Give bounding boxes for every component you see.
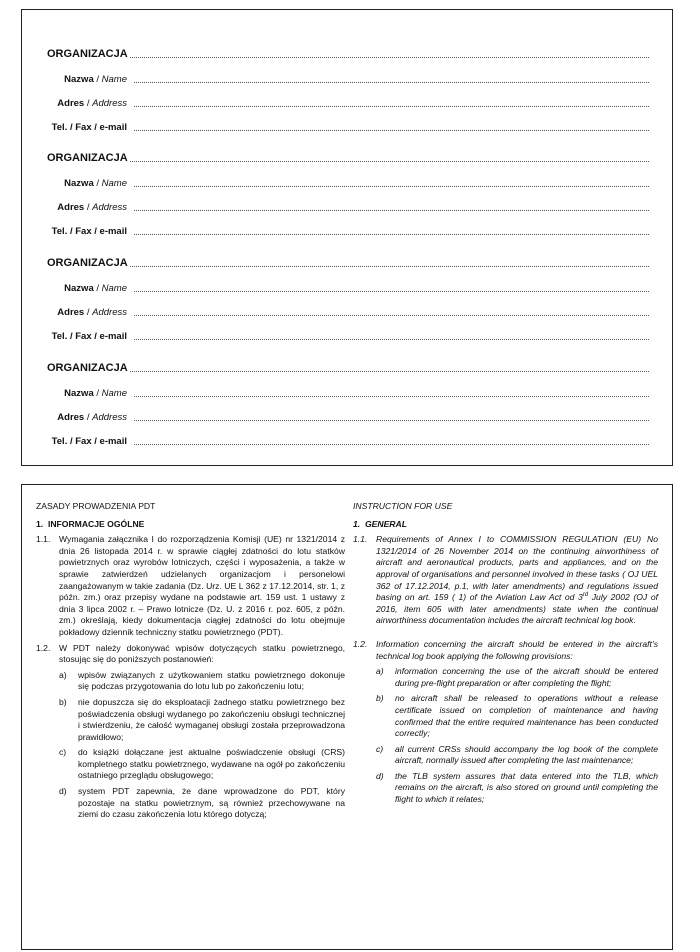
label-separator: / (84, 307, 93, 318)
address-field-fill-line[interactable] (134, 106, 649, 107)
organization-title-row (22, 147, 672, 165)
address-field-row (22, 92, 672, 110)
ordinal-suffix: rd (582, 592, 589, 599)
label-english: Address (92, 98, 127, 109)
address-field-row (22, 301, 672, 319)
address-field-label (57, 201, 127, 214)
organization-title: ORGANIZACJA (47, 152, 128, 164)
name-field-row (22, 382, 672, 400)
list-item-a-pl (59, 670, 345, 693)
paragraph-number: 1.2. (353, 638, 368, 649)
label-separator: / (84, 98, 93, 109)
name-field-label (64, 282, 127, 295)
paragraph-text: W PDT należy dokonywać wpisów dotyczących statku powietrznego, stosując się do poniższych postanowień: (59, 642, 345, 665)
list-item-b-en (376, 693, 658, 739)
name-field-fill-line[interactable] (134, 396, 649, 397)
section-number: 1. (353, 518, 361, 529)
label-polish: Tel. / Fax / e-mail (51, 122, 127, 133)
label-english: Name (101, 178, 127, 189)
paragraph-text: Wymagania załącznika I do rozporządzenia Komisji (UE) nr 1321/2014 z dnia 26 listopada 2014 r. w sprawie ciągłej zdatności do lotu statków powietrznych oraz wyrobów lotniczych, części i wyposażenia, a także w sprawie zatwierdzeń udzielanych organizacjom i personelowi zaangażowanym w takie zadania (Dz. Urz. UE L 362 z 17.12.2014, str. 1, z późn. zm.) oraz przepisy wydane na podstawie art. 159 ust. 1 ustawy z dnia 3 lipca 2002 r. – Prawo lotnicze (Dz. U. z 2016 r. poz. 605, z późn. zm.) określają, kiedy dokumentacja ciągłej zdatności do lotu obejmuje pokładowy dziennik techniczny statku powietrznego (PDT). (59, 534, 345, 637)
instructions-polish-column (36, 501, 345, 825)
list-marker: d) (376, 770, 384, 781)
organization-fill-line[interactable] (130, 161, 649, 162)
contact-field-fill-line[interactable] (134, 444, 649, 445)
list-item-d-pl (59, 786, 345, 821)
paragraph-1-2-en (353, 639, 658, 662)
paragraph-text: Information concerning the aircraft should be entered in the aircraft’s technical log book applying the following provisions: (376, 638, 658, 661)
list-item-a-en (376, 666, 658, 689)
paragraph-1-2-pl (36, 643, 345, 666)
label-separator: / (84, 202, 93, 213)
paragraph-number: 1.1. (36, 534, 51, 545)
label-polish: Nazwa (64, 388, 94, 399)
address-field-label (57, 97, 127, 110)
contact-field-row (22, 220, 672, 238)
label-polish: Adres (57, 98, 85, 109)
list-item-text: no aircraft shall be released to operations without a release certificate issued on completion of maintenance and having confirmed that the entire required maintenance has been conducted correctly; (395, 693, 658, 739)
contact-field-fill-line[interactable] (134, 339, 649, 340)
section-title: GENERAL (364, 518, 407, 529)
label-english: Address (92, 307, 127, 318)
address-field-fill-line[interactable] (134, 210, 649, 211)
paragraph-text (376, 534, 658, 627)
list-marker: a) (59, 669, 67, 680)
instructions-english-column (353, 501, 658, 810)
organization-fill-line[interactable] (130, 57, 649, 58)
organizations-form (21, 9, 673, 466)
list-item-text: all current CRSs should accompany the log book of the complete aircraft, normally issued after completing the last maintenance; (395, 743, 658, 766)
name-field-label (64, 73, 127, 86)
contact-field-label (52, 121, 127, 134)
list-item-text: wpisów związanych z użytkowaniem statku powietrznego dokonuje się podczas przygotowania do lotu lub po zakończeniu lotu; (78, 669, 345, 692)
label-polish: Tel. / Fax / e-mail (51, 331, 127, 342)
instructions-box (21, 484, 673, 950)
contact-field-label (52, 435, 127, 448)
address-field-fill-line[interactable] (134, 420, 649, 421)
contact-field-label (52, 330, 127, 343)
instructions-title-pl: ZASADY PROWADZENIA PDT (36, 501, 156, 511)
contact-field-row (22, 325, 672, 343)
organization-title-row (22, 252, 672, 270)
address-field-row (22, 196, 672, 214)
organization-title: ORGANIZACJA (47, 257, 128, 269)
list-item-b-pl (59, 697, 345, 743)
address-field-label (57, 306, 127, 319)
list-item-d-en (376, 771, 658, 806)
organization-title: ORGANIZACJA (47, 48, 128, 60)
name-field-row (22, 68, 672, 86)
list-marker: c) (376, 743, 384, 754)
organization-title-row (22, 357, 672, 375)
section-title: INFORMACJE OGÓLNE (47, 518, 145, 529)
label-english: Name (101, 388, 127, 399)
label-polish: Tel. / Fax / e-mail (51, 226, 127, 237)
contact-field-fill-line[interactable] (134, 130, 649, 131)
section-heading-en (353, 519, 658, 531)
label-english: Name (101, 283, 127, 294)
list-marker: b) (376, 693, 384, 704)
paragraph-number: 1.2. (36, 642, 51, 653)
list-marker: d) (59, 786, 67, 797)
paragraph-1-1-en (353, 534, 658, 627)
label-polish: Nazwa (64, 74, 94, 85)
name-field-label (64, 387, 127, 400)
section-heading-pl (36, 519, 345, 531)
contact-field-fill-line[interactable] (134, 234, 649, 235)
list-marker: b) (59, 696, 67, 707)
organization-fill-line[interactable] (130, 371, 649, 372)
contact-field-row (22, 430, 672, 448)
label-polish: Nazwa (64, 283, 94, 294)
label-polish: Adres (57, 307, 85, 318)
label-polish: Adres (57, 412, 85, 423)
organization-fill-line[interactable] (130, 266, 649, 267)
contact-field-row (22, 116, 672, 134)
list-item-text: the TLB system assures that data entered into the TLB, which remains on the aircraft, is also stored on ground until completing the flight to which it relates; (395, 770, 658, 805)
address-field-row (22, 406, 672, 424)
name-field-row (22, 277, 672, 295)
name-field-fill-line[interactable] (134, 186, 649, 187)
label-polish: Adres (57, 202, 85, 213)
label-separator: / (93, 283, 102, 294)
name-field-row (22, 172, 672, 190)
label-english: Name (101, 74, 127, 85)
address-field-label (57, 411, 127, 424)
label-polish: Tel. / Fax / e-mail (51, 436, 127, 447)
contact-field-label (52, 225, 127, 238)
list-item-text: system PDT zapewnia, że dane wprowadzone do PDT, który pozostaje na statku powietrznym, są również przechowywane na ziemi do czasu zakończenia lotu którego dotyczą; (78, 786, 345, 820)
organization-title-row (22, 43, 672, 61)
label-polish: Nazwa (64, 178, 94, 189)
list-marker: c) (59, 747, 67, 758)
name-field-label (64, 177, 127, 190)
list-marker: a) (376, 666, 384, 677)
name-field-fill-line[interactable] (134, 291, 649, 292)
list-item-c-en (376, 744, 658, 767)
label-separator: / (93, 74, 102, 85)
paragraph-number: 1.1. (353, 534, 368, 545)
paragraph-1-1-pl (36, 534, 345, 638)
paragraph-text-part: Requirements of Annex I to COMMISSION REGULATION (EU) No 1321/2014 of 26 November 2014 on the continuing airworthiness of aircraft and aeronautical products, parts and appliances, and on the approval of organisations and personnel involved in these tasks ( OJ UEL 362 of 17.12.2014, p.1, with later amendments) and regulations issued basing on art. 159 ( 1) of the Aviation Law Act od 3 (376, 534, 658, 603)
instructions-title-en: INSTRUCTION FOR USE (353, 501, 453, 511)
list-item-text: nie dopuszcza się do eksploatacji żadnego statku powietrznego bez poświadczenia obsługi wydanego po zakończeniu obsługi technicznej i stwierdzeniu, że całość wymaganej obsługi została przeprowadzona prawidłowo; (78, 696, 345, 742)
list-item-text: information concerning the use of the aircraft should be entered during pre-flight preparation or after completing the flight; (395, 666, 658, 688)
address-field-fill-line[interactable] (134, 315, 649, 316)
list-item-text: do książki dołączane jest aktualne poświadczenie obsługi (CRS) kompletnego statku powietrznego, wydawane na ogół po zakończeniu ostatniego przeglądu obsługowego; (78, 747, 345, 781)
label-separator: / (84, 412, 93, 423)
name-field-fill-line[interactable] (134, 82, 649, 83)
label-english: Address (92, 202, 127, 213)
section-number: 1. (36, 518, 44, 529)
label-english: Address (92, 412, 127, 423)
paragraph-text-part: July 2002 (OJ of 2016, item 605 with later amendments) state when the continual airworthiness documentation includes the aircraft technical log book. (376, 592, 658, 626)
label-separator: / (93, 388, 102, 399)
organization-title: ORGANIZACJA (47, 362, 128, 374)
label-separator: / (93, 178, 102, 189)
list-item-c-pl (59, 747, 345, 782)
